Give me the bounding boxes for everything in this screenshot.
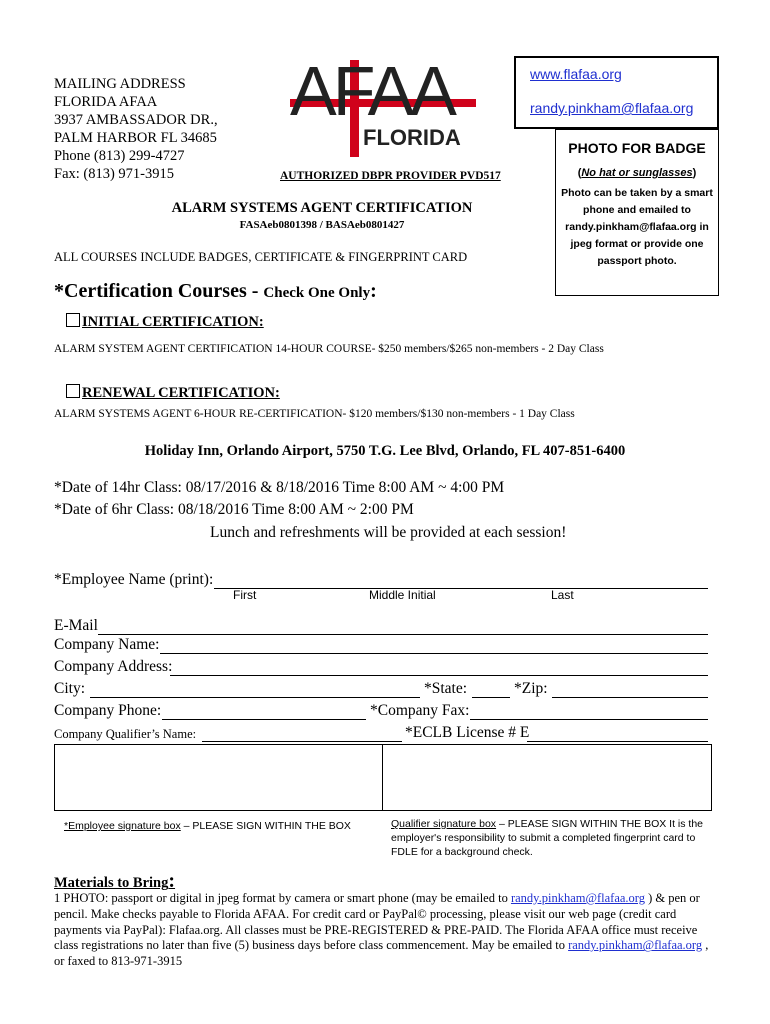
photo-title: PHOTO FOR BADGE xyxy=(568,140,706,156)
photo-line: phone and emailed to xyxy=(583,204,691,216)
photo-line: jpeg format or provide one xyxy=(570,238,704,250)
afaa-florida-logo xyxy=(288,55,488,160)
employee-signature-caption-rest: – PLEASE SIGN WITHIN THE BOX xyxy=(180,820,351,832)
renewal-label: RENEWAL CERTIFICATION: xyxy=(82,385,280,401)
materials-email-link-1[interactable]: randy.pinkham@flafaa.org xyxy=(510,891,645,905)
company-name-input[interactable] xyxy=(160,653,708,654)
renewal-description: ALARM SYSTEMS AGENT 6-HOUR RE-CERTIFICATION- $120 members/$130 non-members - 1 Day Class xyxy=(54,408,575,420)
courses-heading-text: *Certification Courses - xyxy=(54,280,264,302)
company-phone-input[interactable] xyxy=(162,719,366,720)
email-link[interactable]: randy.pinkham@flafaa.org xyxy=(530,100,694,116)
renewal-certification-option[interactable] xyxy=(66,384,280,402)
first-label: First xyxy=(233,588,257,602)
zip-input[interactable] xyxy=(552,697,708,698)
middle-label: Middle Initial xyxy=(369,588,436,602)
employee-name-input[interactable] xyxy=(214,588,708,589)
photo-line: randy.pinkham@flafaa.org in xyxy=(565,221,709,233)
initial-certification-option[interactable] xyxy=(66,313,264,331)
city-label: City: xyxy=(54,680,86,697)
mailing-line: MAILING ADDRESS xyxy=(54,76,186,92)
employee-signature-box[interactable] xyxy=(54,744,383,811)
materials-colon: : xyxy=(168,870,176,892)
photo-subtitle-text: No hat or sunglasses xyxy=(581,167,693,179)
materials-p1: 1 PHOTO: passport or digital in jpeg format by camera or smart phone (may be emailed to xyxy=(54,891,511,905)
company-fax-label: *Company Fax: xyxy=(370,702,470,719)
zip-label: *Zip: xyxy=(514,680,548,697)
photo-subtitle xyxy=(556,167,718,179)
eclb-license-input[interactable] xyxy=(527,741,708,742)
initial-label: INITIAL CERTIFICATION: xyxy=(82,314,264,330)
qualifier-signature-caption-u: Qualifier signature box xyxy=(391,818,497,830)
renewal-checkbox[interactable] xyxy=(66,384,80,398)
email-input[interactable] xyxy=(98,634,708,635)
materials-text xyxy=(54,891,719,970)
qualifier-name-input[interactable] xyxy=(202,741,402,742)
materials-heading-text: Materials to Bring xyxy=(54,875,169,891)
eclb-license-label: *ECLB License # E xyxy=(405,724,530,741)
employee-signature-caption xyxy=(64,820,351,832)
employee-signature-caption-u: *Employee signature box xyxy=(64,820,181,832)
mailing-line: PALM HARBOR FL 34685 xyxy=(54,130,217,146)
courses-heading xyxy=(54,280,377,303)
authorized-provider: AUTHORIZED DBPR PROVIDER PVD517 xyxy=(280,170,501,182)
last-label: Last xyxy=(551,588,574,602)
cert-title: ALARM SYSTEMS AGENT CERTIFICATION xyxy=(171,200,473,216)
mailing-line: Fax: (813) 971-3915 xyxy=(54,166,175,182)
initial-checkbox[interactable] xyxy=(66,313,80,327)
city-input[interactable] xyxy=(90,697,420,698)
mailing-line: FLORIDA AFAA xyxy=(54,94,158,110)
mailing-address xyxy=(54,75,218,183)
employee-name-label: *Employee Name (print): xyxy=(54,571,214,588)
date-14hr: *Date of 14hr Class: 08/17/2016 & 8/18/2016 Time 8:00 AM ~ 4:00 PM xyxy=(54,479,505,496)
photo-subtitle-close: ) xyxy=(692,167,697,179)
website-link[interactable]: www.flafaa.org xyxy=(530,66,622,82)
qualifier-signature-box[interactable] xyxy=(382,744,712,811)
cert-codes: FASAeb0801398 / BASAeb0801427 xyxy=(239,219,405,231)
venue: Holiday Inn, Orlando Airport, 5750 T.G. Lee Blvd, Orlando, FL 407-851-6400 xyxy=(144,443,626,459)
company-phone-label: Company Phone: xyxy=(54,702,162,719)
photo-subtitle-open: ( xyxy=(577,167,582,179)
qualifier-signature-caption xyxy=(391,817,716,859)
courses-colon: : xyxy=(370,280,377,302)
company-address-label: Company Address: xyxy=(54,658,173,675)
mailing-line: Phone (813) 299-4727 xyxy=(54,148,185,164)
company-address-input[interactable] xyxy=(170,675,708,676)
qualifier-signature-caption-rest: – PLEASE SIGN WITHIN THE BOX It is the employer's responsibility to submit a completed fingerprint card to FDLE for a background check. xyxy=(391,818,704,858)
company-fax-input[interactable] xyxy=(470,719,708,720)
photo-line: Photo can be taken by a smart xyxy=(561,187,713,199)
check-one-only: Check One Only xyxy=(263,285,371,301)
materials-p3: , or faxed to 813-971-3915 xyxy=(54,938,709,969)
logo-state: FLORIDA xyxy=(363,125,461,150)
email-label: E-Mail xyxy=(54,617,98,634)
qualifier-name-label: Company Qualifier’s Name: xyxy=(54,727,197,741)
materials-p2: ) & pen or pencil. Make checks payable to Florida AFAA. For credit card or PayPal© processing, please visit our web page (credit card payments via PayPal): Flafaa.org. All classes must be PRE-REGISTERED & PRE-PAID. The Florida AFAA office must receive class registrations no later than five (5) business days before class commencement. May be emailed to xyxy=(54,891,700,953)
contact-box xyxy=(514,56,719,129)
materials-email-link-2[interactable]: randy.pinkham@flafaa.org xyxy=(568,938,703,953)
state-input[interactable] xyxy=(472,697,510,698)
afaa-logo-graphic xyxy=(288,55,488,160)
date-6hr: *Date of 6hr Class: 08/18/2016 Time 8:00 AM ~ 2:00 PM xyxy=(54,501,414,518)
company-name-label: Company Name: xyxy=(54,636,160,653)
photo-line: passport photo. xyxy=(597,255,677,267)
materials-heading xyxy=(54,870,175,893)
logo-letters: AFAA xyxy=(290,55,453,130)
lunch-note: Lunch and refreshments will be provided at each session! xyxy=(210,524,567,541)
initial-description: ALARM SYSTEM AGENT CERTIFICATION 14-HOUR COURSE- $250 members/$265 non-members - 2 Day Class xyxy=(54,343,604,355)
mailing-line: 3937 AMBASSADOR DR., xyxy=(54,112,218,128)
courses-include: ALL COURSES INCLUDE BADGES, CERTIFICATE & FINGERPRINT CARD xyxy=(54,250,468,264)
state-label: *State: xyxy=(424,680,468,697)
